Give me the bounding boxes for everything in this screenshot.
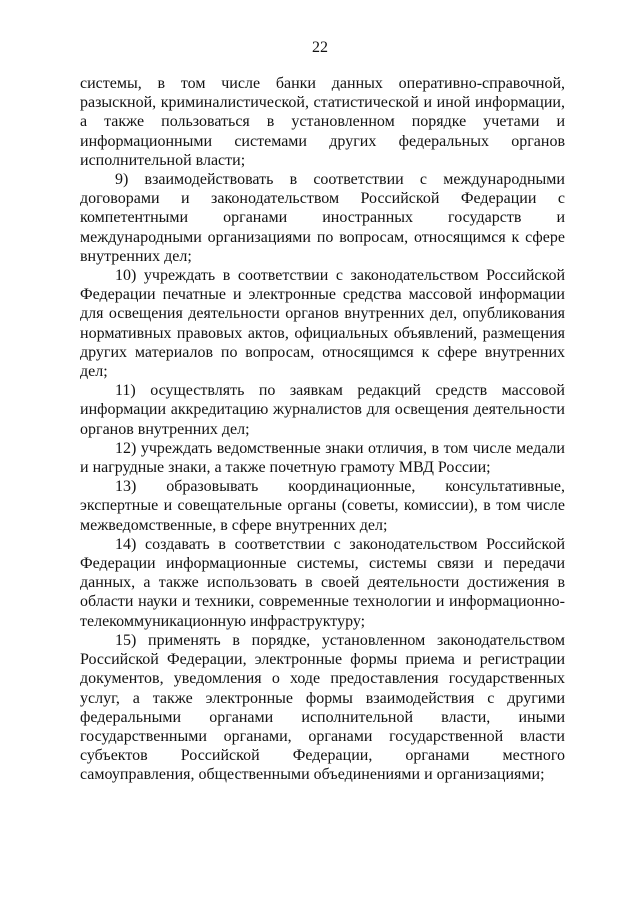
document-body [80, 74, 565, 785]
paragraph-item-12: 12) учреждать ведомственные знаки отличия, в том числе медали и нагрудные знаки, а также почетную грамоту МВД России; [80, 439, 565, 477]
paragraph-continuation: системы, в том числе банки данных оперативно-справочной, разыскной, криминалистической, статистической и иной информации, а также пользоваться в установленном порядке учетами и информационными системами других федеральных органов исполнительной власти; [80, 75, 565, 169]
paragraph-item-9: 9) взаимодействовать в соответствии с международными договорами и законодательством Российской Федерации с компетентными органами иностранных государств и международными организациями по вопросам, относящимся к сфере внутренних дел; [80, 171, 565, 265]
paragraph-item-11: 11) осуществлять по заявкам редакций средств массовой информации аккредитацию журналистов для освещения деятельности органов внутренних дел; [80, 382, 565, 438]
paragraph-item-13: 13) образовывать координационные, консультативные, экспертные и совещательные органы (советы, комиссии), в том числе межведомственные, в сфере внутренних дел; [80, 478, 565, 534]
paragraph-item-10: 10) учреждать в соответствии с законодательством Российской Федерации печатные и электронные средства массовой информации для освещения деятельности органов внутренних дел, опубликования нормативных правовых актов, официальных объявлений, размещения других материалов по вопросам, относящимся к сфере внутренних дел; [80, 267, 565, 381]
page-number: 22 [312, 39, 328, 56]
paragraph-item-15: 15) применять в порядке, установленном законодательством Российской Федерации, электронные формы приема и регистрации документов, уведомления о ходе предоставления государственных услуг, а также электронные формы взаимодействия с другими федеральными органами исполнительной власти, иными государственными органами, органами государственной власти субъектов Российской Федерации, органами местного самоуправления, общественными объединениями и организациями; [80, 631, 565, 784]
paragraph-item-14: 14) создавать в соответствии с законодательством Российской Федерации информационные системы, системы связи и передачи данных, а также использовать в своей деятельности достижения в области науки и техники, современные технологии и информационно-телекоммуникационную инфраструктуру; [80, 535, 565, 630]
